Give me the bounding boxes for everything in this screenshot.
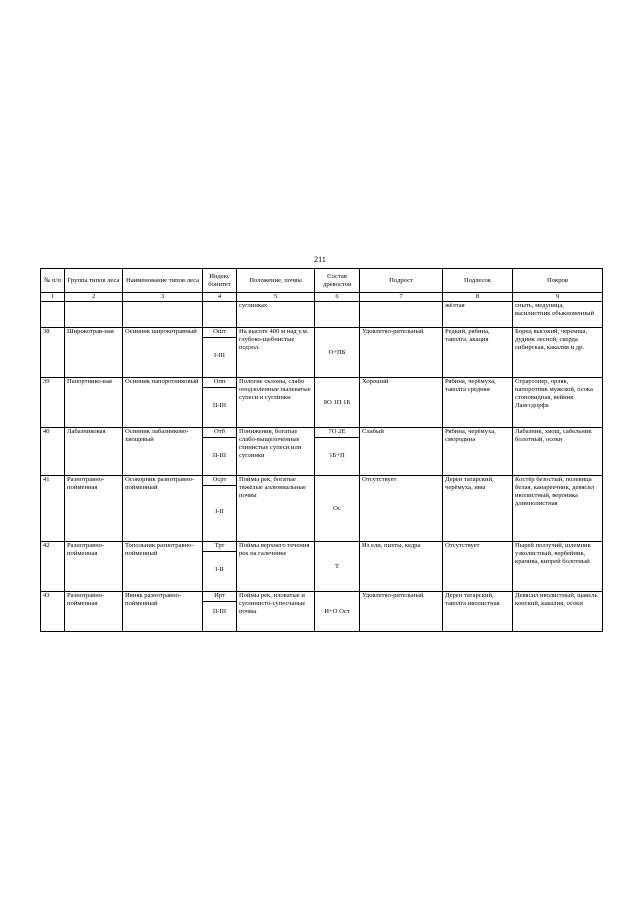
row-number: 39	[41, 378, 65, 428]
cover-cell: Страусопер, орляк, папоротник мужской, осока стоповидная, вейник Лангсдорфа	[513, 378, 603, 428]
bonitet: I-II	[215, 566, 224, 573]
cover-cell: Костёр безостый, полевица белая, канареечник, девясил иволистный, вероника длиннолистная	[513, 476, 603, 542]
bonitet: II-III	[212, 452, 227, 459]
cover-cell: Пырей ползучий, шлемник узколистный, вербейник, крапива, кипрей болотный	[513, 542, 603, 592]
bonitet: II-III	[212, 402, 227, 409]
header-cell: Состав древостоя	[315, 269, 360, 293]
column-number: 6	[315, 293, 360, 302]
undergrowth-cell: Редкий, рябина, таволга, акация	[443, 328, 513, 378]
cover-cell: Девясил иволистный, щавель конский, какалия, осоки	[513, 592, 603, 632]
column-number: 5	[237, 293, 315, 302]
undergrowth-cell: Рябина, черёмуха, таволга средняя	[443, 378, 513, 428]
name-cell: Осокорник разнотравно-пойменный	[123, 476, 203, 542]
header-cell: Подлесок	[443, 269, 513, 293]
row-number: 41	[41, 476, 65, 542]
group-cell: Папортнико-вая	[65, 378, 123, 428]
cover-cell: Борец высокий, черемша, дудник лесной, скерда сибирская, какалия и др.	[513, 328, 603, 378]
column-number-row	[41, 293, 603, 302]
cover-cell: сныть, медуница, василистник обыкновенный	[513, 302, 603, 328]
group-cell: Широкотрав-ная	[65, 328, 123, 378]
row-number: 38	[41, 328, 65, 378]
table-row	[41, 542, 603, 592]
position-cell: суглинках	[237, 302, 315, 328]
group-cell: Разнотравно-пойменная	[65, 476, 123, 542]
composition: И+О Ост	[324, 607, 350, 615]
composition: Ос	[333, 504, 341, 512]
column-number: 7	[360, 293, 443, 302]
position-cell: Поймы рек, богатые тяжёлые аллювиальные почвы	[237, 476, 315, 542]
regrowth-cell: Отсутствует	[360, 476, 443, 542]
group-cell: Лабазниковая	[65, 428, 123, 476]
regrowth-cell: Из ели, пихты, кедра	[360, 542, 443, 592]
group-cell: Разнотравно-пойменная	[65, 542, 123, 592]
regrowth-cell: Удовлетво-рительный	[360, 328, 443, 378]
header-cell: № п/п	[41, 269, 65, 293]
header-cell: Наименование типов леса	[123, 269, 203, 293]
header-cell: Положение, почвы	[237, 269, 315, 293]
undergrowth-cell: Дерен татарский, таволга иволистная	[443, 592, 513, 632]
name-cell: Осинник широкотравный	[123, 328, 203, 378]
header-cell: Группа типов леса	[65, 269, 123, 293]
forest-types-table	[40, 268, 603, 632]
column-number: 1	[41, 293, 65, 302]
bonitet: I-II	[215, 508, 224, 515]
position-cell: Пологие склоны, слабо оподзоленные пылеватые супеси и суглинки	[237, 378, 315, 428]
composition: Т	[334, 562, 340, 570]
position-cell: Поймы верхнего течения рек на галечнике	[237, 542, 315, 592]
column-number: 3	[123, 293, 203, 302]
regrowth-cell: Слабый	[360, 428, 443, 476]
table-row	[41, 378, 603, 428]
undergrowth-cell: Дерен татарский, черёмуха, ивы	[443, 476, 513, 542]
undergrowth-cell: жёлтая	[443, 302, 513, 328]
column-number: 2	[65, 293, 123, 302]
position-cell: Поймы рек, иловатые и суглинисто-супесчаные почвы	[237, 592, 315, 632]
name-cell: Топольник разнотравно-пойменный	[123, 542, 203, 592]
group-cell: Разнотравно-пойменная	[65, 592, 123, 632]
index-code: Трт	[203, 542, 236, 552]
regrowth-cell: Хороший	[360, 378, 443, 428]
composition: 8О 1П 1Б	[323, 398, 351, 406]
position-cell: На высоте 400 м над у.м. глубоко-щебнистые подзол.	[237, 328, 315, 378]
row-number: 40	[41, 428, 65, 476]
index-code: Ирт	[203, 592, 236, 602]
table-row	[41, 428, 603, 476]
undergrowth-cell: Отсутствует	[443, 542, 513, 592]
position-cell: Понижения, богатые слабо-выщелоченные глинистые супеси или суглинки	[237, 428, 315, 476]
table-row	[41, 328, 603, 378]
name-cell: Ивняк разнотравно-пойменный	[123, 592, 203, 632]
composition: 7О 2Е	[315, 428, 359, 438]
composition-secondary: 1Б+П	[329, 452, 345, 459]
continuation-row	[41, 302, 603, 328]
column-number: 9	[513, 293, 603, 302]
bonitet: I-III	[214, 352, 225, 359]
composition: О+ПБ	[328, 348, 346, 356]
header-cell: Подрост	[360, 269, 443, 293]
index-code: Ошт	[203, 328, 236, 338]
column-number: 8	[443, 293, 513, 302]
bonitet: II-III	[212, 608, 227, 615]
table-row	[41, 476, 603, 542]
header-cell: Индекс бонитет	[203, 269, 237, 293]
index-code: Опп	[203, 378, 236, 388]
table-row	[41, 592, 603, 632]
row-number: 43	[41, 592, 65, 632]
undergrowth-cell: Рябина, черёмуха, смородина	[443, 428, 513, 476]
row-number: 42	[41, 542, 65, 592]
index-code: Осрт	[203, 476, 236, 486]
page-number: 211	[314, 255, 326, 264]
name-cell: Осинник папоротниковый	[123, 378, 203, 428]
index-code: Отб	[203, 428, 236, 438]
name-cell: Осинник лабазниково-хвощевый	[123, 428, 203, 476]
column-number: 4	[203, 293, 237, 302]
header-row	[41, 269, 603, 293]
header-cell: Покров	[513, 269, 603, 293]
cover-cell: Лабазник, хвощ, сабельник болотный, осоки	[513, 428, 603, 476]
regrowth-cell: Удовлетво-рительный	[360, 592, 443, 632]
